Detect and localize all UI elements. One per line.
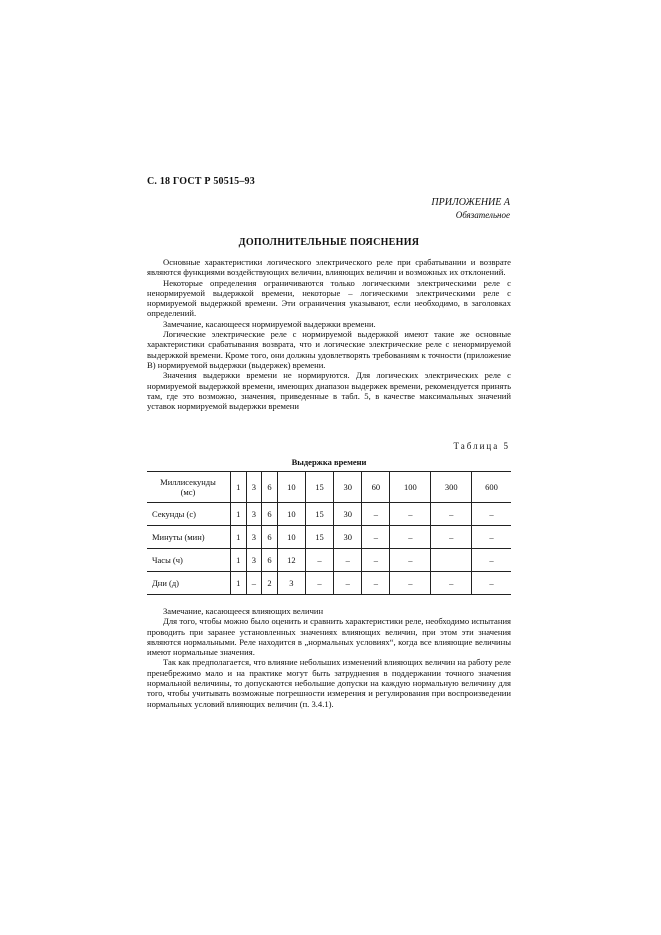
table-cell: – (362, 526, 390, 549)
table-row (147, 549, 511, 572)
table-cell: – (390, 549, 431, 572)
table-header-cell: 600 (472, 472, 511, 503)
paragraph: Так как предполагается, что влияние небольших изменений влияющих величин на работу реле пренебрежимо мало и на практике могут быть затруднения в поддержании точного значения нормальной величины, то допускаются небольшие допуски на каждую нормальную величину для того, чтобы учитывать возможные погрешности измерения и регулирования при воспроизведении нормальных условий влияющих величин (п. 3.4.1). (147, 657, 511, 709)
table-cell: – (390, 572, 431, 595)
paragraph: Для того, чтобы можно было оценить и сравнить характеристики реле, необходимо испытания проводить при заранее установленных значениях влияющих величин, при этом эти значения являются нормальными. Реле находится в „нормальных условиях“, когда все влияющие величины имеют нормальные значения. (147, 616, 511, 658)
table-title: Выдержка времени (291, 457, 367, 467)
body-text-bottom (147, 606, 511, 709)
table-cell: – (246, 572, 262, 595)
table-cell: – (362, 549, 390, 572)
table-cell (431, 549, 472, 572)
table-cell: 6 (262, 526, 278, 549)
table-header-row (147, 472, 511, 503)
table-cell: 6 (262, 503, 278, 526)
table-cell: 1 (231, 503, 247, 526)
appendix-label: ПРИЛОЖЕНИЕ А (431, 197, 510, 208)
body-text-top (147, 257, 511, 411)
table-cell: 15 (305, 526, 333, 549)
table-cell: – (431, 572, 472, 595)
table-cell: 10 (277, 503, 305, 526)
table-cell: – (390, 503, 431, 526)
table-cell: 3 (277, 572, 305, 595)
row-label: Часы (ч) (147, 549, 231, 572)
table-cell: 1 (231, 526, 247, 549)
table-cell: – (431, 503, 472, 526)
paragraph: Основные характеристики логического электрического реле при срабатывании и возврате являются функциями воздействующих величин, влияющих величин и возможных их отклонений. (147, 257, 511, 278)
table-header-label: Миллисекунды (мс) (147, 472, 231, 503)
table-cell: 3 (246, 526, 262, 549)
table-header-cell: 15 (305, 472, 333, 503)
table-header-cell: 60 (362, 472, 390, 503)
table-cell: – (472, 572, 511, 595)
table-cell: – (472, 503, 511, 526)
paragraph: Замечание, касающееся нормируемой выдержки времени. (163, 318, 376, 329)
paragraph: Значения выдержки времени не нормируются. Для логических электрических реле с нормируемой выдержкой времени, имеющих диапазон выдержек времени, рекомендуется принять там, где это возможно, значения, приведенные в табл. 5, в качестве максимальных значений уставок нормируемой выдержки времени (147, 370, 511, 412)
table-header-cell: 3 (246, 472, 262, 503)
table-row (147, 526, 511, 549)
table-cell: 2 (262, 572, 278, 595)
table-cell: 6 (262, 549, 278, 572)
table-caption: Таблица 5 (453, 441, 510, 451)
table-cell: 1 (231, 572, 247, 595)
section-title: ДОПОЛНИТЕЛЬНЫЕ ПОЯСНЕНИЯ (238, 237, 420, 248)
table-row (147, 572, 511, 595)
paragraph: Замечание, касающееся влияющих величин (163, 606, 324, 616)
table-cell: – (472, 526, 511, 549)
table-cell: 30 (334, 503, 362, 526)
row-label: Секунды (с) (147, 503, 231, 526)
table-cell: – (305, 572, 333, 595)
table-row (147, 503, 511, 526)
table-header-cell: 6 (262, 472, 278, 503)
appendix-label-block (431, 196, 510, 222)
row-label: Дни (д) (147, 572, 231, 595)
table-cell: 3 (246, 549, 262, 572)
table-cell: – (305, 549, 333, 572)
table-cell: – (431, 526, 472, 549)
table-header-cell: 10 (277, 472, 305, 503)
row-label: Минуты (мин) (147, 526, 231, 549)
table-cell: – (362, 572, 390, 595)
table-cell: 1 (231, 549, 247, 572)
appendix-status: Обязательное (455, 210, 510, 220)
page-header: С. 18 ГОСТ Р 50515–93 (147, 176, 255, 187)
table-header-cell: 300 (431, 472, 472, 503)
table-cell: 3 (246, 503, 262, 526)
paragraph: Некоторые определения ограничиваются только логическими электрическими реле с ненормируемой выдержкой времени, некоторые – логическими электрическими реле с нормируемой выдержкой времени. Эти ограничения указывают, если необходимо, в заголовках определений. (147, 277, 511, 319)
paragraph: Логические электрические реле с нормируемой выдержкой имеют такие же основные характеристики срабатывания возврата, что и логические электрические реле с ненормируемой выдержкой времени. Кроме того, они должны удовлетворять требованиям к точности (приложение В) нормируемой выдержки (выдержек) времени. (147, 329, 511, 370)
table-header-cell: 100 (390, 472, 431, 503)
table-cell: 12 (277, 549, 305, 572)
table-header-cell: 1 (231, 472, 247, 503)
table-cell: – (362, 503, 390, 526)
table-cell: – (334, 549, 362, 572)
table-cell: – (390, 526, 431, 549)
table-cell: 30 (334, 526, 362, 549)
table-cell: – (334, 572, 362, 595)
table-header-cell: 30 (334, 472, 362, 503)
table-cell: 15 (305, 503, 333, 526)
table-cell: – (472, 549, 511, 572)
table-cell: 10 (277, 526, 305, 549)
time-delay-table (147, 471, 511, 595)
